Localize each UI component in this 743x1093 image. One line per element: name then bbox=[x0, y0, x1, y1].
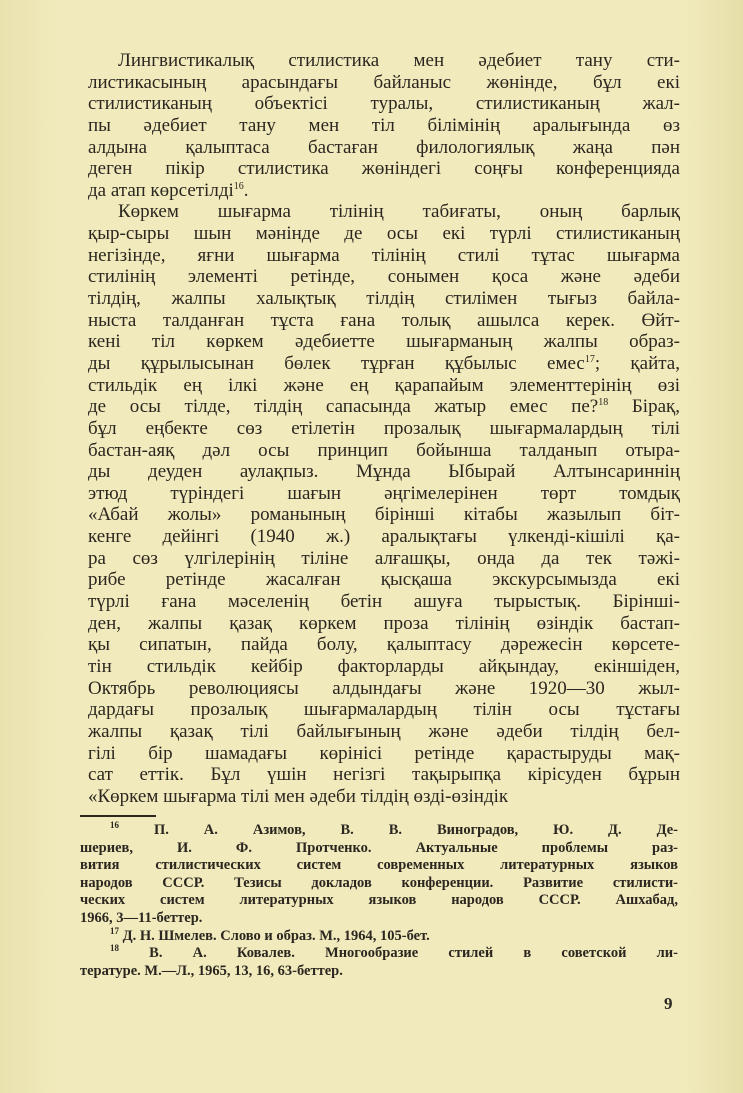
line-tail: . bbox=[243, 179, 249, 201]
line-text: стилистиканың объектісі туралы, стилистиканың жал- bbox=[88, 93, 680, 115]
text-line bbox=[80, 840, 678, 858]
text-line bbox=[88, 72, 680, 94]
text-line bbox=[88, 93, 680, 115]
text-line bbox=[88, 158, 680, 180]
footnote-ref: 17 bbox=[584, 353, 595, 365]
text-line bbox=[88, 50, 680, 72]
line-text: да атап көрсетілді bbox=[88, 179, 234, 201]
line-text: ды деуден аулақпыз. Мұнда Ыбырай Алтынсариннің bbox=[88, 461, 680, 483]
text-line bbox=[88, 721, 680, 743]
line-text: ды құрылысынан бөлек тұрған құбылыс емес bbox=[88, 352, 585, 374]
line-text: бастан-аяқ дәл осы принцип бойынша талданып отыра- bbox=[88, 439, 680, 461]
text-line bbox=[80, 910, 678, 928]
text-line bbox=[80, 963, 678, 981]
text-line bbox=[88, 699, 680, 721]
footnote-ref: 18 bbox=[598, 397, 609, 409]
line-text: пы әдебиет тану мен тіл білімінің аралығында өз bbox=[88, 114, 680, 136]
line-text: тературе. М.—Л., 1965, 13, 16, 63-беттер. bbox=[80, 962, 343, 979]
text-line bbox=[88, 331, 680, 353]
main-text bbox=[88, 50, 680, 807]
text-line bbox=[88, 591, 680, 613]
line-text: Д. Н. Шмелев. Слово и образ. М., 1964, 105-бет. bbox=[119, 927, 430, 944]
text-line bbox=[88, 396, 680, 418]
text-line bbox=[88, 613, 680, 635]
line-text: стилінің элементі ретінде, сонымен қоса және әдеби bbox=[88, 266, 680, 288]
text-line bbox=[88, 266, 680, 288]
line-text: стильдік ең ілкі және ең қарапайым элементтерінің өзі bbox=[88, 374, 680, 396]
text-line bbox=[80, 925, 678, 946]
line-text: «Көркем шығарма тілі мен әдеби тілдің өзді-өзіндік bbox=[88, 785, 509, 807]
text-line bbox=[88, 786, 680, 808]
text-line bbox=[88, 223, 680, 245]
footnote-marker: 18 bbox=[110, 943, 119, 954]
line-text: ческих систем литературных языков народов СССР. Ашхабад, bbox=[80, 892, 678, 909]
line-text: тін стильдік кейбір факторларды айқындау, екіншіден, bbox=[88, 655, 680, 677]
page-number: 9 bbox=[664, 994, 673, 1013]
text-line bbox=[88, 526, 680, 548]
text-line bbox=[88, 764, 680, 786]
line-text: В. А. Ковалев. Многообразие стилей в советской ли- bbox=[119, 945, 678, 962]
line-text: жалпы қазақ тілі байлығының және әдеби тілдің бел- bbox=[88, 720, 680, 742]
text-line bbox=[88, 245, 680, 267]
line-text: этюд түріндегі шағын әңгімелерінен төрт томдық bbox=[88, 482, 680, 504]
text-line bbox=[88, 504, 680, 526]
text-line bbox=[88, 743, 680, 765]
text-line bbox=[88, 656, 680, 678]
text-line bbox=[80, 875, 678, 893]
line-text: кені тіл көркем әдебиетте шығарманың жалпы образ- bbox=[88, 331, 680, 353]
footnotes bbox=[80, 822, 678, 980]
text-line bbox=[88, 418, 680, 440]
text-line bbox=[80, 892, 678, 910]
text-line bbox=[88, 548, 680, 570]
text-line bbox=[88, 288, 680, 310]
line-text: бұл еңбекте сөз етілетін прозалық шығармалардың тілі bbox=[88, 417, 680, 439]
text-line bbox=[80, 822, 678, 840]
line-text: алдына қалыптаса бастаған филологиялық жаңа пән bbox=[88, 136, 680, 158]
text-line bbox=[80, 945, 678, 963]
footnote-marker: 16 bbox=[110, 820, 119, 830]
line-text: қы сипатын, пайда болу, қалыптасу дәрежесін көрсете- bbox=[88, 634, 680, 656]
footnote-ref: 16 bbox=[233, 180, 244, 192]
line-text: ден, жалпы қазақ көркем проза тілінің өзіндік бастап- bbox=[88, 612, 680, 634]
text-line bbox=[88, 483, 680, 505]
text-line bbox=[88, 678, 680, 700]
line-text: қыр-сыры шын мәнінде де осы екі түрлі стилистиканың bbox=[88, 223, 680, 245]
line-text: негізінде, яғни шығарма тілінің стилі тұтас шығарма bbox=[88, 244, 680, 266]
line-tail: ; қайта, bbox=[594, 352, 680, 374]
text-line bbox=[88, 353, 680, 375]
text-line bbox=[80, 857, 678, 875]
line-text: сат еттік. Бұл үшін негізгі тақырыпқа кірісуден бұрын bbox=[88, 764, 680, 786]
text-line bbox=[88, 569, 680, 591]
line-text: деген пікір стилистика жөніндегі соңғы конференцияда bbox=[88, 158, 680, 180]
line-text: Октябрь революциясы алдындағы және 1920—30 жыл- bbox=[88, 677, 680, 699]
text-line bbox=[88, 137, 680, 159]
line-text: листикасының арасындағы байланыс жөнінде, бұл екі bbox=[88, 71, 680, 93]
line-text: 1966, 3—11-беттер. bbox=[80, 909, 203, 926]
text-line bbox=[88, 461, 680, 483]
line-text: народов СССР. Тезисы докладов конференции. Развитие стилисти- bbox=[80, 874, 678, 891]
line-text: «Абай жолы» романының бірінші кітабы жазылып біт- bbox=[88, 504, 680, 526]
line-text: П. А. Азимов, В. В. Виноградов, Ю. Д. Де- bbox=[119, 822, 678, 838]
footnote-divider bbox=[80, 815, 156, 817]
text-line bbox=[88, 180, 680, 202]
text-line bbox=[88, 115, 680, 137]
line-text: кенге дейінгі (1940 ж.) аралықтағы үлкенді-кішілі қа- bbox=[88, 526, 680, 548]
line-text: Көркем шығарма тілінің табиғаты, оның барлық bbox=[118, 201, 680, 223]
line-text: ра сөз үлгілерінің тіліне алғашқы, онда да тек тәжі- bbox=[88, 547, 680, 569]
text-line bbox=[88, 634, 680, 656]
line-text: рибе ретінде жасалған қысқаша экскурсымызда екі bbox=[88, 569, 680, 591]
line-text: ныста талданған тұста ғана толық ашылса керек. Өйт- bbox=[88, 309, 680, 331]
text-line bbox=[88, 201, 680, 223]
text-line bbox=[88, 375, 680, 397]
line-text: түрлі ғана мәселенің бетін ашуға тырыстық. Біріншi- bbox=[88, 591, 680, 613]
line-text: тілдің, жалпы халықтық тілдің стилімен тығыз байла- bbox=[88, 288, 680, 310]
text-line bbox=[88, 310, 680, 332]
line-text: гілі бір шамадағы көрінісі ретінде қарастыруды мақ- bbox=[88, 742, 680, 764]
line-text: Лингвистикалық стилистика мен әдебиет тану сти- bbox=[118, 50, 680, 71]
text-line bbox=[88, 440, 680, 462]
line-text: вития стилистических систем современных литературных языков bbox=[80, 857, 678, 874]
line-text: шериев, И. Ф. Протченко. Актуальные проблемы раз- bbox=[80, 839, 678, 856]
footnote-marker: 17 bbox=[110, 925, 119, 936]
line-text: дардағы прозалық шығармалардың тілін осы тұстағы bbox=[88, 699, 680, 721]
line-tail: Бірақ, bbox=[608, 396, 680, 418]
line-text: де осы тілде, тілдің сапасында жатыр емес пе? bbox=[88, 396, 599, 418]
